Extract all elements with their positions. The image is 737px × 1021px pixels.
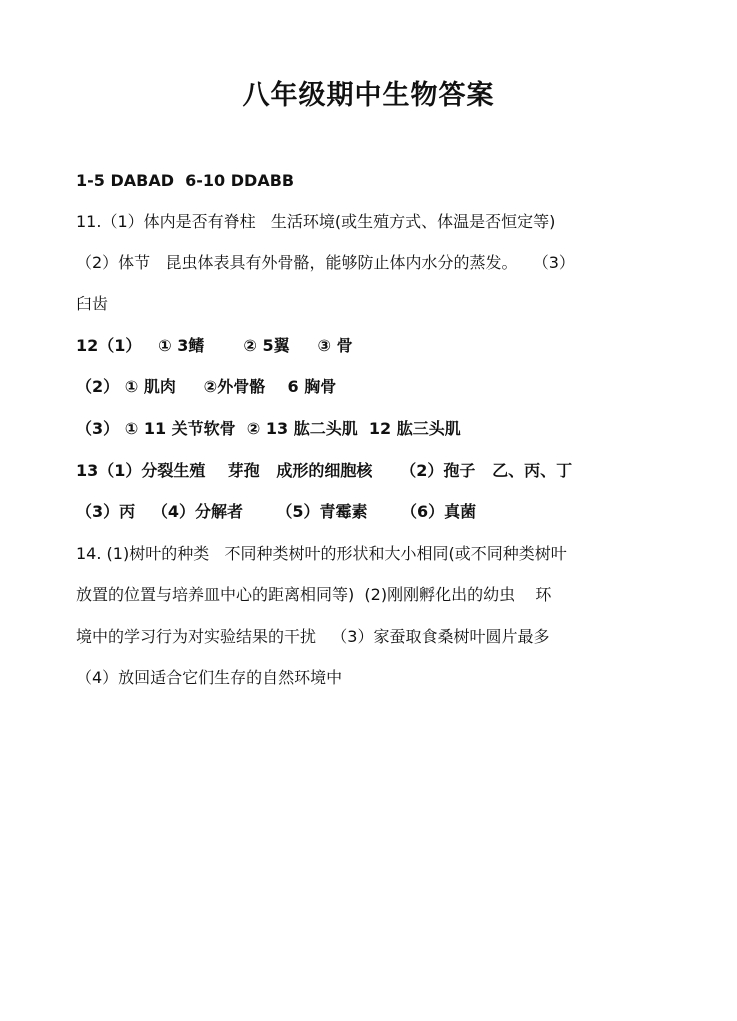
- answer-line-14d: （4）放回适合它们生存的自然环境中: [76, 668, 343, 687]
- answer-line-12a: 12（1） ① 3鳍 ② 5翼 ③ 骨: [76, 336, 353, 355]
- answer-line-13b: （3）丙 （4）分解者 （5）青霉素 （6）真菌: [76, 502, 477, 521]
- answer-line-12c: （3） ① 11 关节软骨 ② 13 肱二头肌 12 肱三头肌: [76, 419, 461, 438]
- answer-line-14b: 放置的位置与培养皿中心的距离相同等) (2)刚刚孵化出的幼虫 环: [76, 585, 552, 604]
- answer-line-11b: （2）体节 昆虫体表具有外骨骼，能够防止体内水分的蒸发。 （3）: [76, 253, 575, 272]
- answer-line-14a: 14. (1)树叶的种类 不同种类树叶的形状和大小相同(或不同种类树叶: [76, 544, 567, 563]
- document-title: 八年级期中生物答案: [242, 80, 495, 111]
- answer-line-12b: （2） ① 肌肉 ②外骨骼 6 胸骨: [76, 377, 337, 396]
- answer-line-mc: 1-5 DABAD 6-10 DDABB: [76, 171, 295, 190]
- answer-line-11a: 11.（1）体内是否有脊柱 生活环境(或生殖方式、体温是否恒定等): [76, 212, 556, 231]
- answer-line-11c: 臼齿: [76, 294, 109, 313]
- answer-line-13a: 13（1）分裂生殖 芽孢 成形的细胞核 （2）孢子 乙、丙、丁: [76, 461, 573, 480]
- answer-line-14c: 境中的学习行为对实验结果的干扰 （3）家蚕取食桑树叶圆片最多: [76, 627, 550, 646]
